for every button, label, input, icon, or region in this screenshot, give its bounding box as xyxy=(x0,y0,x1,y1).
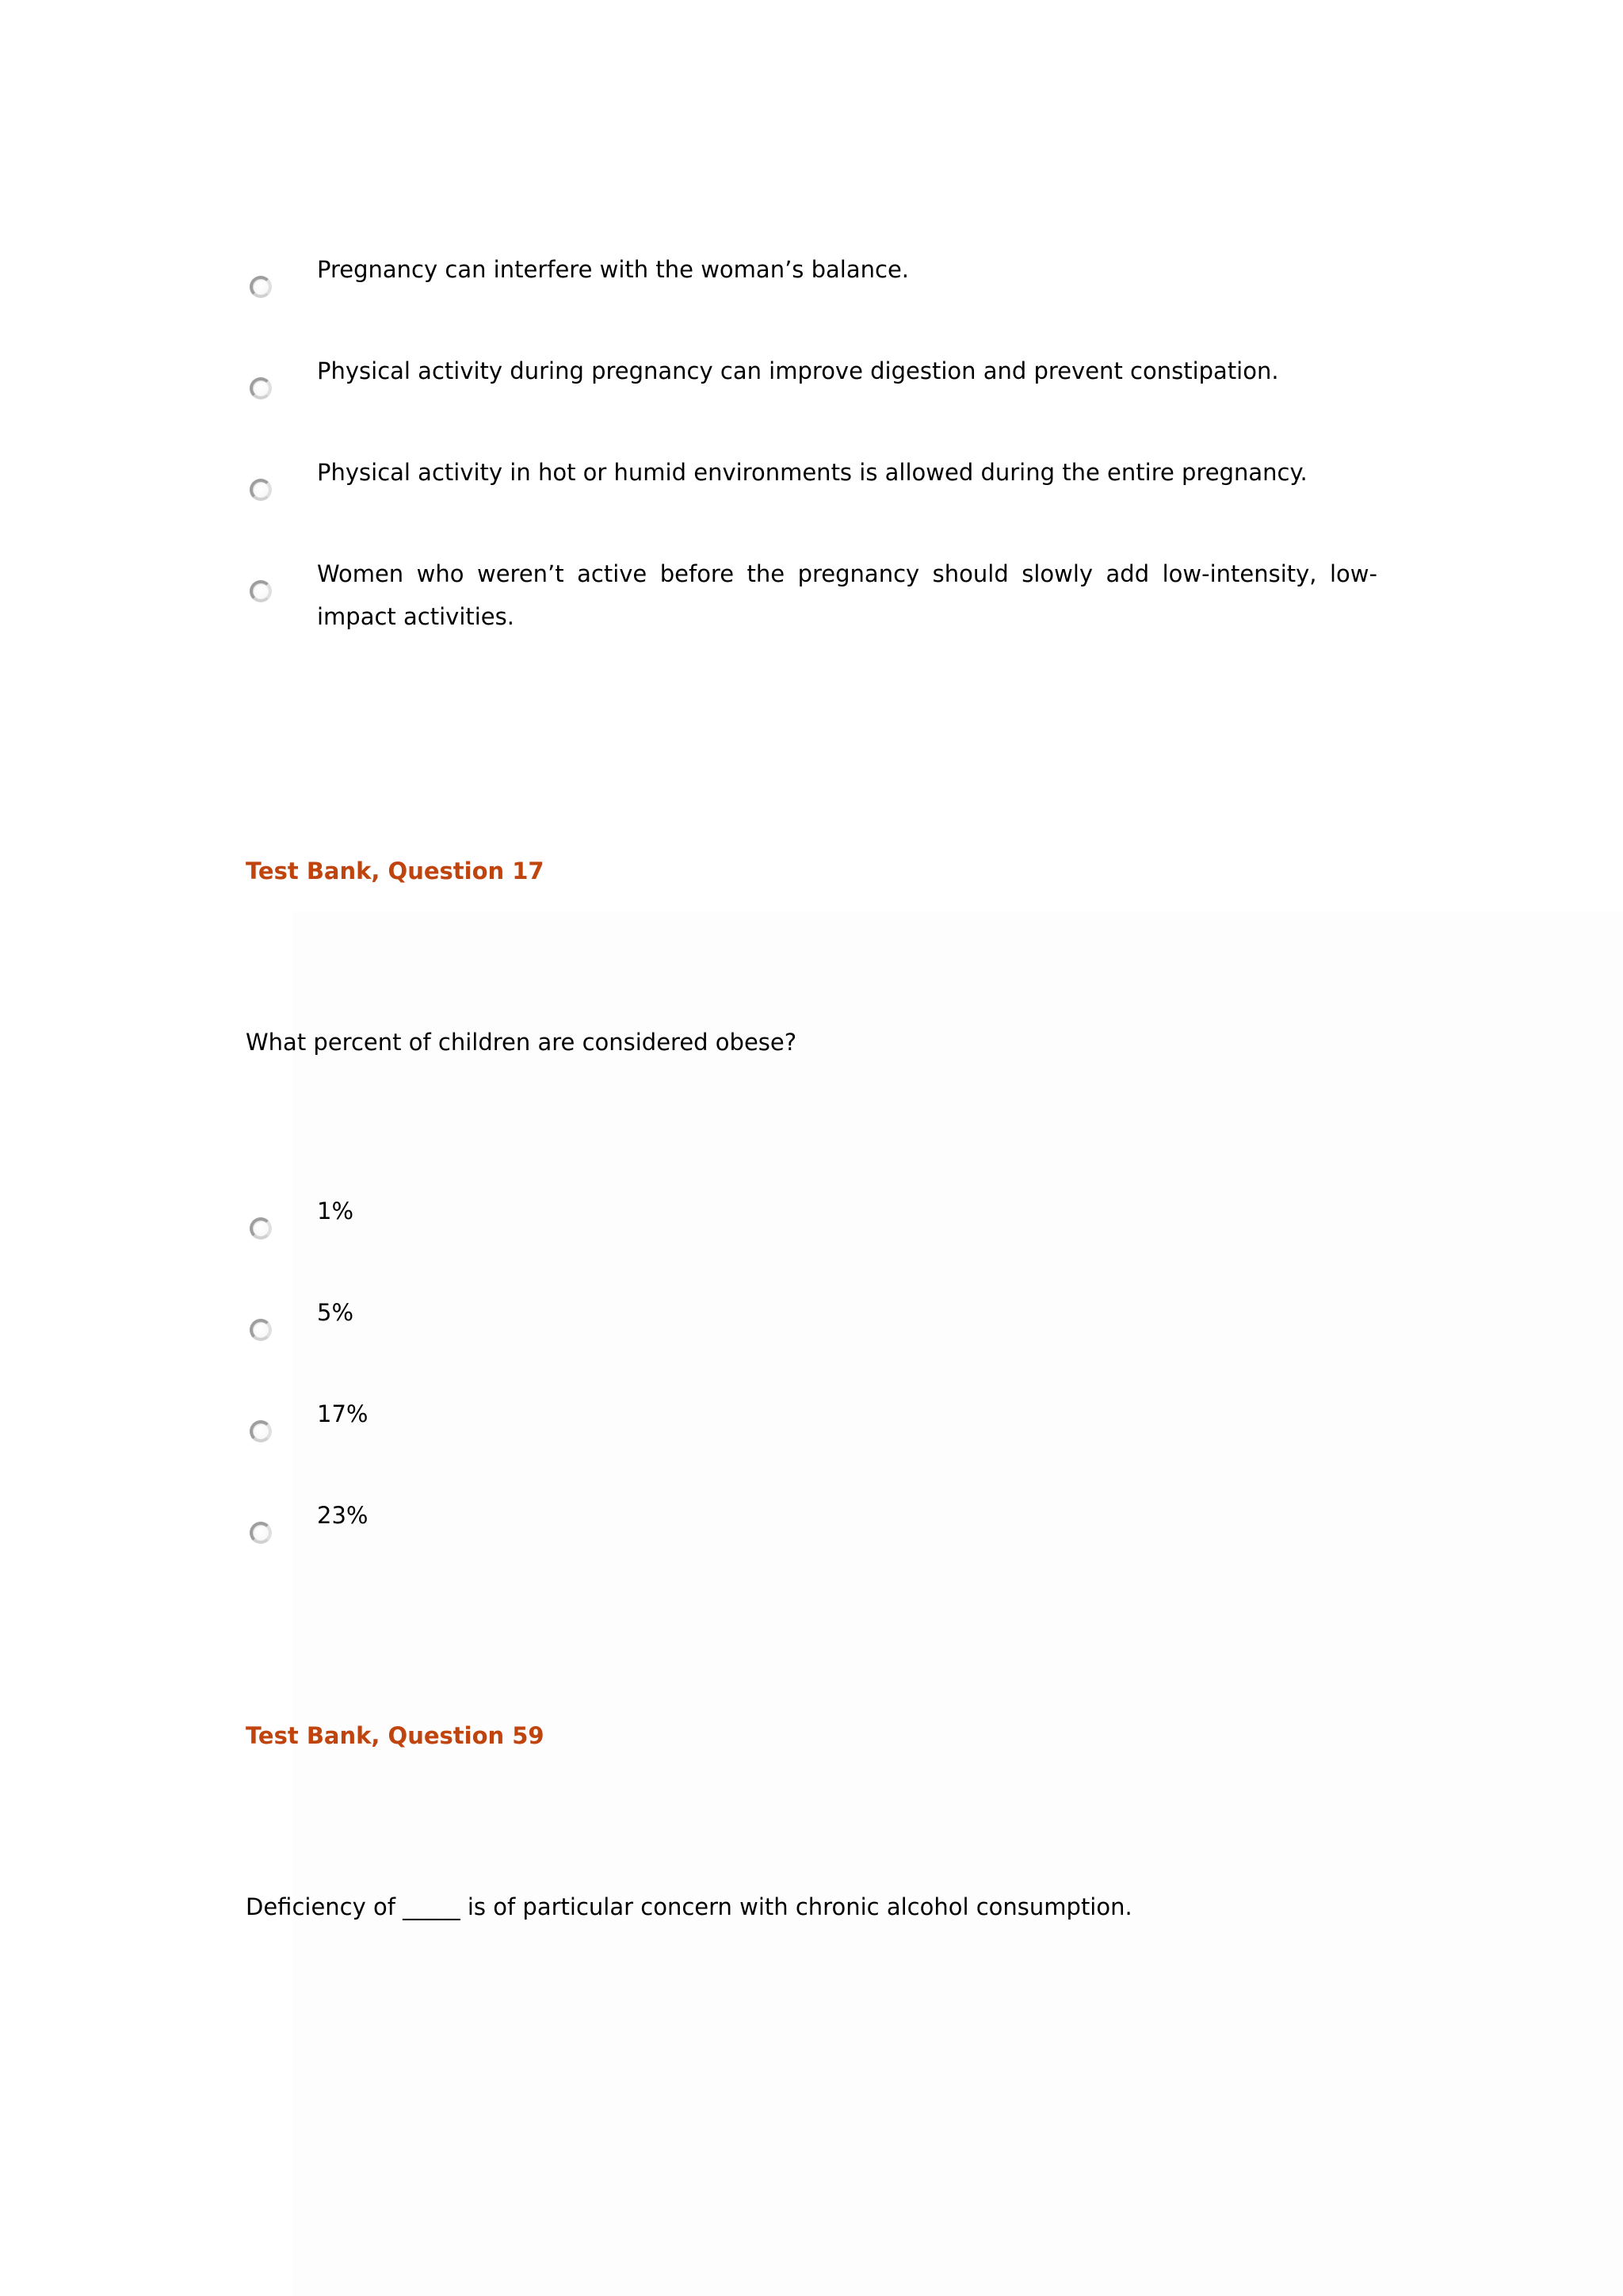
option-radio-pregnancy-balance[interactable] xyxy=(250,276,272,298)
option-label-inactive-women: Women who weren’t active before the pregnancy should slowly add low-intensity, low-impact activities. xyxy=(317,560,1377,630)
option-label-17-percent: 17% xyxy=(317,1400,369,1427)
option-radio-23-percent[interactable] xyxy=(250,1522,272,1544)
option-label-pregnancy-balance: Pregnancy can interfere with the woman’s balance. xyxy=(317,256,910,283)
page-background-shade xyxy=(293,911,1623,2296)
question-59-heading: Test Bank, Question 59 xyxy=(246,1722,544,1749)
option-radio-hot-humid[interactable] xyxy=(250,479,272,501)
option-radio-17-percent[interactable] xyxy=(250,1420,272,1442)
option-label-1-percent: 1% xyxy=(317,1198,354,1224)
option-radio-inactive-women[interactable] xyxy=(250,580,272,602)
question-17-heading: Test Bank, Question 17 xyxy=(246,858,544,884)
option-radio-1-percent[interactable] xyxy=(250,1217,272,1240)
option-label-23-percent: 23% xyxy=(317,1502,369,1529)
option-radio-5-percent[interactable] xyxy=(250,1319,272,1341)
option-label-hot-humid: Physical activity in hot or humid environments is allowed during the entire pregnancy. xyxy=(317,459,1308,486)
option-label-digestion: Physical activity during pregnancy can improve digestion and prevent constipation. xyxy=(317,357,1279,384)
question-17-prompt: What percent of children are considered obese? xyxy=(246,1029,797,1056)
question-59-prompt: Deficiency of _____ is of particular concern with chronic alcohol consumption. xyxy=(246,1893,1132,1920)
option-label-5-percent: 5% xyxy=(317,1299,354,1326)
option-radio-digestion[interactable] xyxy=(250,377,272,399)
